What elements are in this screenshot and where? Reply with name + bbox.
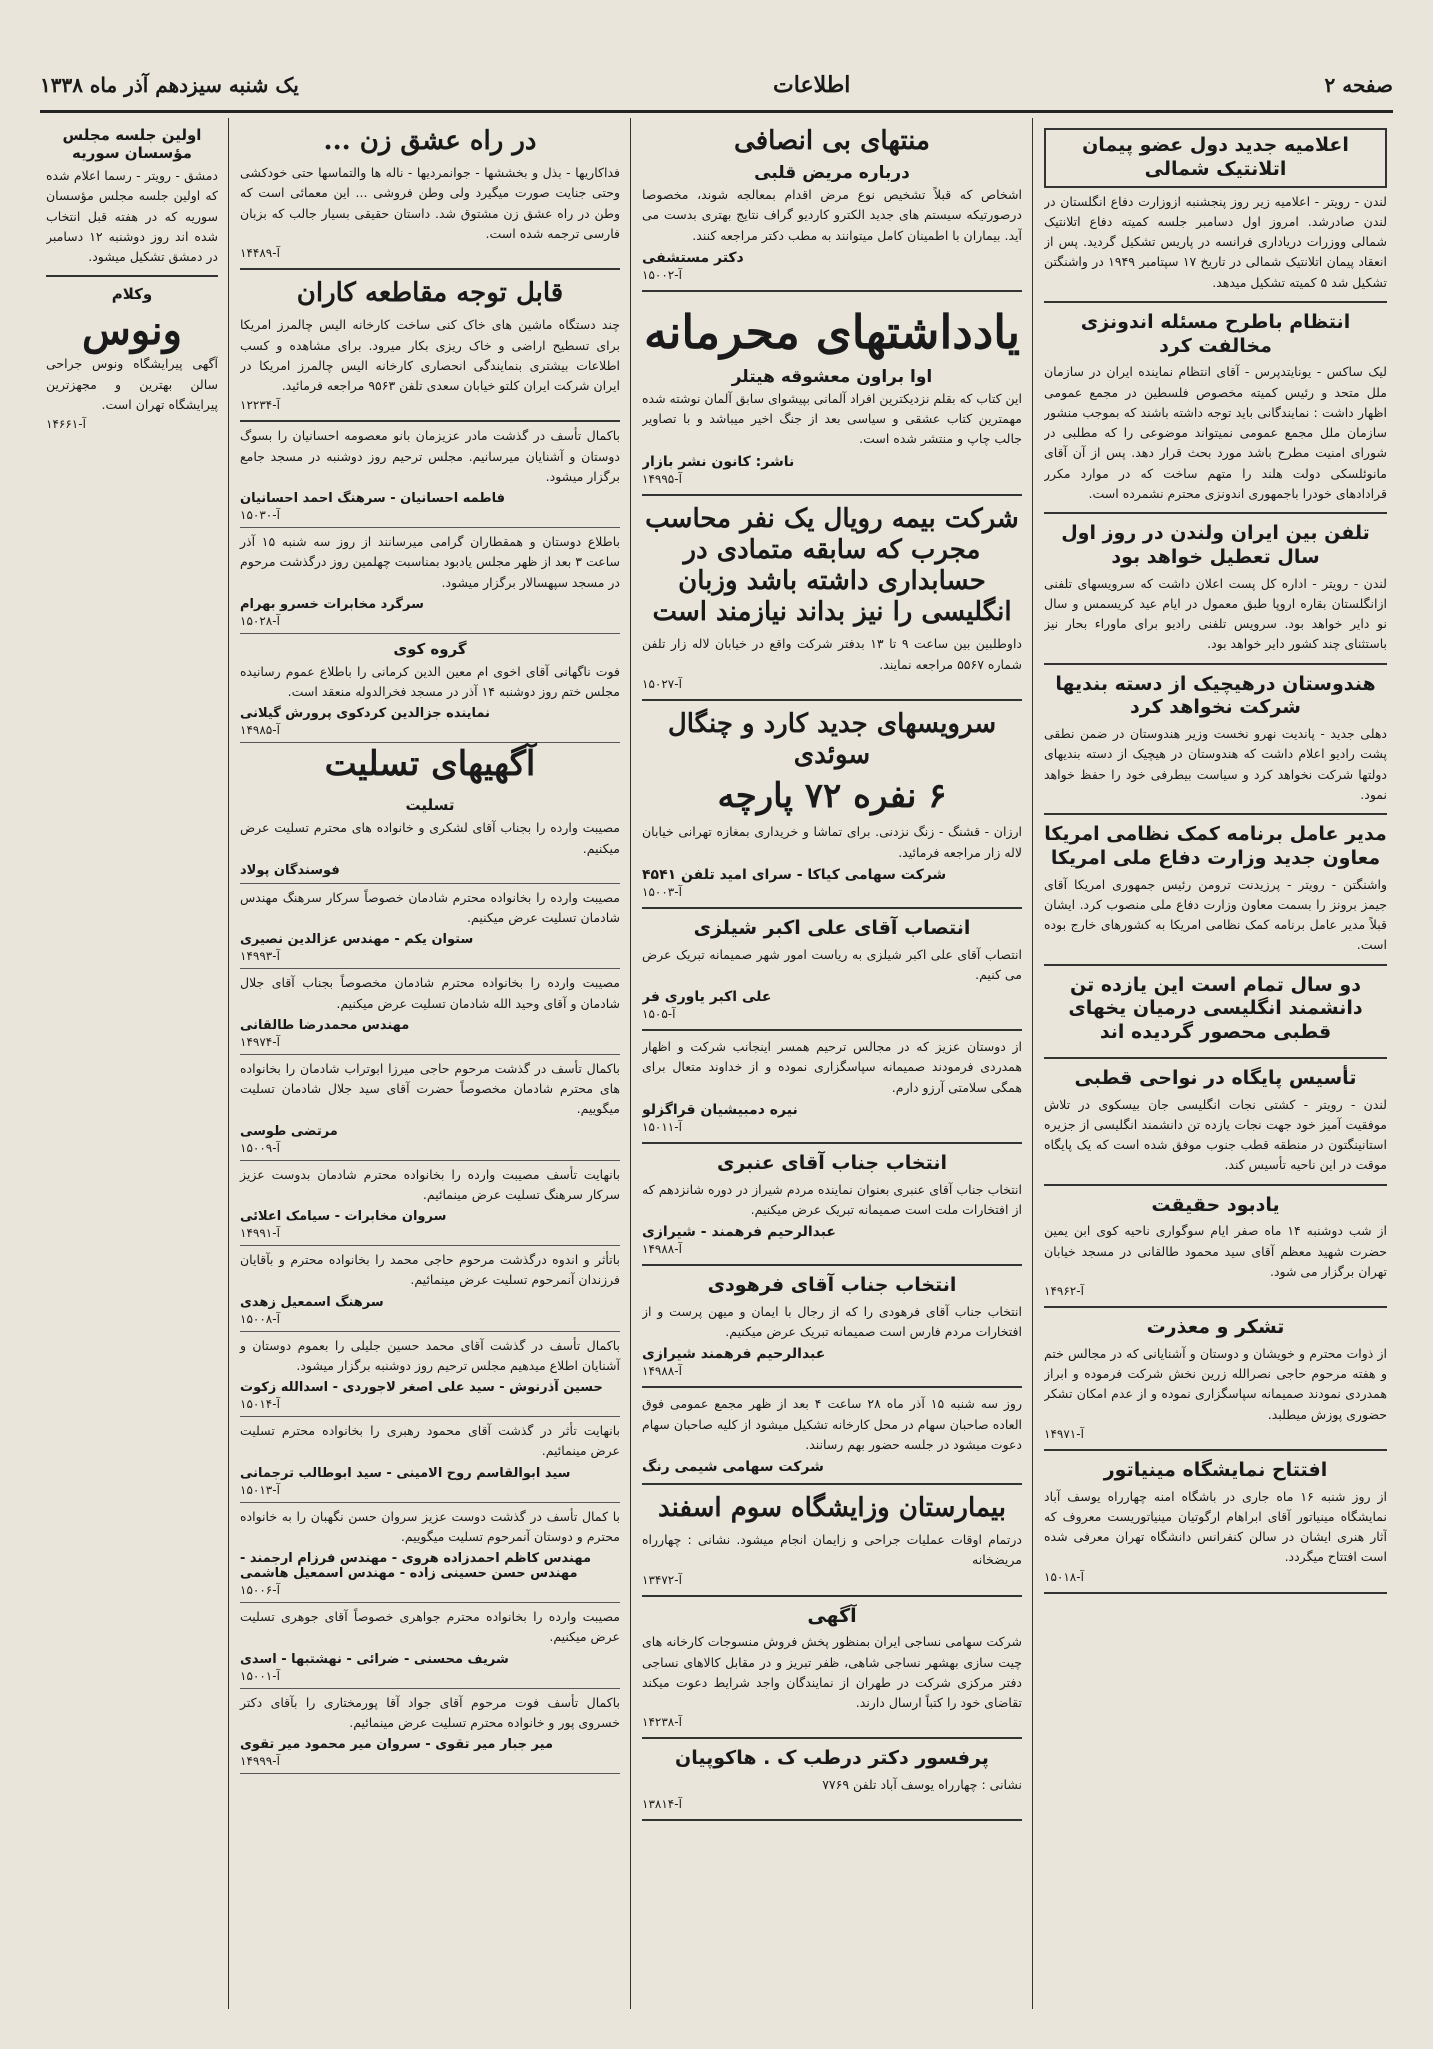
ad-headline: سرویسهای جدید کارد و چنگال سوئدی (667, 708, 997, 771)
notice-signature: مهندس محمدرضا طالقانی (240, 1017, 410, 1033)
ad-code: آ-۱۴۹۸۸ (642, 1242, 682, 1257)
notice-body: مصیبت وارده را بخانواده محترم جواهری خصوصاً آقای جوهری تسلیت عرض میکنیم. (240, 1609, 620, 1645)
advertisement (642, 1739, 1022, 1821)
condolence-notice (240, 1246, 620, 1332)
ad-headline: یادداشتهای محرمانه (643, 304, 1021, 359)
advertisement (642, 1485, 1022, 1597)
notice-signature: ستوان یکم - مهندس عزالدین نصیری (240, 932, 474, 948)
notice-signature: فوسندگان پولاد (240, 862, 340, 878)
article-headline: هندوستان درهیچیک از دسته بندیها شرکت نخواهد کرد (1055, 672, 1376, 719)
advertisement (642, 909, 1022, 1031)
ad-code: آ-۱۵۰۳۰ (240, 508, 280, 523)
notice-headline: تسلیت (405, 796, 455, 815)
condolence-notice (240, 634, 620, 744)
condolence-notice (240, 528, 620, 634)
notice-body: باکمال تأسف در گذشت آقای محمد حسین جلیلی را بعموم دوستان و آشنایان اطلاع میدهیم مجلس ترحیم روز دوشنبه برگزار میشود. (240, 1337, 620, 1373)
article-body: از ذوات محترم و خویشان و دوستان و آشنایانی که در مجالس ختم و هفته مرحوم حاجی نصرالله زرین نخش شرکت فرموده و ابراز همدردی نمودند صمیمانه سپاسگزاری نموده و از عدم امکان تشکر حضوری پوزش میطلبد. (1044, 1345, 1387, 1422)
notice-signature: سروان مخابرات - سیامک اعلائی (240, 1209, 447, 1225)
ad-code: آ-۱۴۲۳۸ (642, 1715, 682, 1730)
notice-body: باطلاع دوستان و همقطاران گرامی میرسانند از روز سه شنبه ۱۵ آذر ساعت ۳ بعد از ظهر مجلس یادبود بمناسبت چهلمین روز درگذشت مرحوم در مسجد سپهسالار برگزار میشود. (240, 534, 620, 590)
condolence-notice (240, 422, 620, 528)
ad-signature: عبدالرحیم فرهمند شیرازی (642, 1346, 826, 1363)
notice-signature: میر جبار میر تقوی - سروان میر محمود میر تقوی (240, 1737, 554, 1753)
classified-ad (240, 270, 620, 422)
ad-subtitle: ۶ نفره ۷۲ پارچه (717, 776, 947, 817)
notice-body: مصیبت وارده را بجناب آقای لشکری و خانواده های محترم تسلیت عرض میکنیم. (240, 820, 620, 856)
ad-body: اشخاص که قبلاً تشخیص نوع مرض اقدام بمعالجه شوند، مخصوصا درصورتیکه سیستم های جدید الکترو کاردیو گراف نتایج بهتری بدست می آید. بیماران با اطمینان کامل میتوانند به مطب دکتر مراجعه کنند. (642, 187, 1022, 243)
classified-ad (240, 118, 620, 270)
advertisement (642, 1266, 1022, 1388)
advertisement (642, 118, 1022, 292)
condolence-notice (240, 884, 620, 970)
ad-headline: انتصاب آقای علی اکبر شیلزی (693, 916, 971, 939)
article-body: دهلی جدید - پاندیت نهرو نخست وزیر هندوستان در ضمن نطقی پشت رادیو اعلام داشت که هندوستان در هیچیک از دسته بندیهای دولتها شرکت نخواهد کرد و سیاست بیطرفی خود را حفظ خواهد نمود. (1044, 726, 1387, 802)
article-body: واشنگتن - رویتر - پرزیدنت ترومن رئیس جمهوری امریکا آقای جیمز برونز را بسمت معاون وزارت دفاع ملی منصوب کرد. ایشان قبلاً مدیر عامل برنامه کمک نظامی امریکا به کشورهای خارج بوده است. (1044, 876, 1387, 953)
ad-code: آ-۱۵۰۱۴ (240, 1397, 280, 1412)
notice-body: باکمال تأسف فوت مرحوم آقای جواد آقا پورمختاری را بآقای دکتر خسروی پور و خانواده محترم تسلیت عرض مینمائیم. (240, 1694, 620, 1730)
ad-code: آ-۱۵۰۰۶ (240, 1583, 280, 1598)
ad-headline: بیمارستان وزایشگاه سوم اسفند (657, 1493, 1007, 1524)
condolence-notice (240, 790, 620, 884)
ad-code: آ-۱۵۰۵ (642, 1007, 676, 1022)
news-column (1038, 118, 1393, 2009)
ad-code: آ-۱۴۹۹۵ (642, 471, 682, 486)
ad-subtitle: اوا براون معشوقه هیتلر (731, 366, 933, 387)
column-divider (228, 118, 229, 2009)
ad-code: آ-۱۴۹۷۴ (240, 1034, 280, 1049)
ad-body: نشانی : چهارراه یوسف آباد تلفن ۷۷۶۹ (822, 1777, 1022, 1793)
condolence-notice (240, 1055, 620, 1161)
article-body: لندن - رویتر - اعلامیه زیر روز پنجشنبه ازوزارت دفاع انگلستان در لندن صادرشد. امروز اول دسامبر جلسه کمیته دفاع اتلانتیک شمالی ووزرات دریاداری فرانسه در پاریس تشکیل گردید. پس از انعقاد پیمان اتلانتیک شمالی در تاریخ ۱۷ سپتامبر ۱۹۴۹ در واشنگتن تشکیل شد ۵ کمیته تشکیل میدهد. (1044, 193, 1387, 290)
article-headline: اعلامیه جدید دول عضو پیمان اتلانتیک شمالی (1044, 128, 1387, 188)
condolence-section-heading: آگهیهای تسلیت (324, 744, 536, 785)
notice-signature: حسین آذرنوش - سید علی اصغر لاجوردی - اسدالله زکوت (240, 1380, 603, 1396)
notice-signature: نماینده جزالدین کردکوی پرورش گیلانی (240, 706, 491, 722)
ad-body: انتخاب جناب آقای فرهودی را که از رجال با ایمان و میهن پرست و از افتخارات مردم فارس است صمیمانه تبریک عرض میکنیم. (642, 1303, 1022, 1340)
side-news-article (46, 118, 218, 277)
ad-body: انتصاب آقای علی اکبر شیلزی به ریاست امور شهر صمیمانه تبریک عرض می کنیم. (642, 946, 1022, 982)
ad-code: آ-۱۴۹۹۳ (240, 949, 280, 964)
advertisement (642, 1597, 1022, 1740)
notice-body: فوت ناگهانی آقای اخوی ام معین الدین کرمانی را باطلاع عموم رسانیده مجلس ختم روز دوشنبه ۱۴ آذر در مسجد فخرالدوله منعقد است. (240, 663, 620, 700)
ad-signature: شرکت سهامی کیاکا - سرای امید تلفن ۴۵۴۱ (642, 866, 947, 883)
notice-body: بانهایت تأسف مصیبت وارده را بخانواده محترم شادمان بدوست عزیز سرکار سرهنگ تسلیت عرض مینمائیم. (240, 1166, 620, 1202)
ad-code: آ-۱۵۰۲۷ (642, 676, 682, 691)
article-headline: تلفن بین ایران ولندن در روز اول سال تعطیل خواهد بود (1061, 522, 1370, 568)
notice-signature: سید ابوالقاسم روح الامینی - سید ابوطالب ترجمانی (240, 1465, 571, 1481)
article-body: لندن - رویتر - کشتی نجات انگلیسی جان بیسکوی در تلاش موفقیت آمیز خود جهت نجات یازده تن دانشمند انگلیسی از جزیره استانینگتون در منطقه قطب جنوب موفق شده است که یک پایگاه موقت در این ناحیه تأسیس کند. (1044, 1096, 1387, 1173)
notice-body: بانهایت تأثر در گذشت آقای محمود رهبری را بخانواده محترم تسلیت عرض مینمائیم. (240, 1423, 620, 1459)
notice-body: باکمال تأسف در گذشت مادر عزیزمان بانو معصومه احسانیان را بسوگ دوستان و آشنایان میرسانیم. مجلس ترحیم روز دوشنبه در مسجد جامع برگزار میشود. (240, 428, 620, 484)
ad-body: از دوستان عزیز که در مجالس ترحیم همسر اینجانب شرکت و اظهار همدردی فرمودند صمیمانه سپاسگزاری نموده و از خداوند متعال برای همگی سلامتی آرزو دارم. (642, 1039, 1022, 1095)
page-label: صفحه ۲ (1324, 73, 1393, 97)
ad-body: این کتاب که بقلم نزدیکترین افراد آلمانی بپیشوای سابق آلمان نوشته شده مهمترین کتاب عشقی و سیاسی بعد از جنگ اخیر میباشد و با تصاویر جالب چاپ و منتشر شده است. (642, 390, 1022, 447)
ad-signature: علی اکبر یاوری فر (642, 989, 772, 1006)
ad-code: آ-۱۵۰۱۸ (1044, 1569, 1084, 1584)
news-article (1044, 514, 1387, 665)
ad-label: وکلام (111, 285, 153, 304)
advertisement (642, 1031, 1022, 1144)
ad-code: آ-۱۴۶۶۱ (46, 417, 86, 431)
notice-signature: شریف محسنی - ضرائی - نهشتبها - اسدی (240, 1651, 509, 1667)
ad-headline: منتهای بی انصافی (734, 126, 930, 156)
advertisement (642, 292, 1022, 496)
article-body: از روز شنبه ۱۶ ماه جاری در باشگاه امنه چهارراه یوسف آباد نمایشگاه مینیاتور آقای ابراهام ارگوتیان مینیاتوریست معروف که آثار هنری ایشان در سالن کنفرانس دانشگاه تهران معرفی شده است افتتاح میگردد. (1044, 1488, 1387, 1565)
notice-body: فداکاریها - بذل و بخششها - جوانمردیها - ناله ها والتماسها حتی خودکشی وحتی جنایت صورت میگیرد ولی وطن فروشی ... این معمائی است که وطن در راه عشق زن مشتوق شد. داستان حقیقی بسیار جالب که بزبان فارسی ترجمه شده است. (240, 165, 620, 241)
ad-code: آ-۱۵۰۰۳ (642, 884, 682, 899)
condolence-notice (240, 1332, 620, 1418)
issue-date: یک شنبه سیزدهم آذر ماه ۱۳۳۸ (40, 73, 299, 97)
notice-body: چند دستگاه ماشین های خاک کنی ساخت کارخانه الیس چالمرز امریکا برای تسطیح اراضی و خاک ریزی بکار میرود. برای مشاهده و کسب اطلاعات بیشتری بنمایندگی انحصاری کارخانه الیس چالمرز امریکا در ایران شرکت ایران کلتو خیابان سعدی تلفن ۹۵۶۳ مراجعه فرمائید. (240, 317, 620, 394)
article-headline: انتظام باطرح مسئله اندونزی مخالفت کرد (1080, 310, 1351, 357)
ad-headline: شرکت بیمه رویال یک نفر محاسب مجرب که سابقه متمادی در حسابداری داشته باشد وزبان انگلیسی را نیز بداند نیازمند است (645, 503, 1019, 628)
ad-code: آ-۱۴۹۷۱ (1044, 1426, 1084, 1441)
ad-body: انتخاب جناب آقای عنبری بعنوان نماینده مردم شیراز در دوره شانزدهم که از افتخارات ملت است صمیمانه تبریک عرض میکنیم. (642, 1181, 1022, 1217)
side-column (40, 118, 224, 2009)
article-headline: افتتاح نمایشگاه مینیاتور (1103, 1458, 1328, 1481)
notice-body: با کمال تأسف در گذشت دوست عزیز سروان حسن نگهبان را به خانواده محترم و دوستان آنمرحوم تسلیت میگوییم. (240, 1508, 620, 1544)
ad-code: آ-۱۵۰۰۱ (240, 1668, 280, 1683)
ad-signature: دکتر مستشفی (642, 249, 744, 266)
ad-code: آ-۱۵۰۰۲ (642, 267, 682, 282)
ad-signature: عبدالرحیم فرهمند - شیرازی (642, 1224, 836, 1241)
ad-code: آ-۱۴۹۹۱ (240, 1226, 280, 1241)
advertisement (642, 496, 1022, 701)
ad-code: آ-۱۳۸۱۴ (642, 1797, 682, 1812)
paper-name: اطلاعات (773, 72, 851, 98)
ad-code: آ-۱۴۹۸۵ (240, 723, 280, 738)
article-body: دمشق - رویتر - رسما اعلام شده که اولین جلسه مجلس مؤسسان سوریه که در هفته قبل انتخاب شده اند روز دوشنبه ۱۲ دسامبر در دمشق تشکیل میشود. (46, 168, 218, 264)
article-headline: دو سال تمام است این یازده تن دانشمند انگلیسی درمیان یخهای قطبی محصور گردیده اند (1068, 973, 1363, 1043)
notice-body: مصیبت وارده را بخانواده محترم شادمان خصوصاً سرکار سرهنگ مهندس شادمان تسلیت عرض میکنیم. (240, 889, 620, 926)
ad-subtitle: درباره مریض قلبی (754, 163, 910, 184)
column-divider (630, 118, 631, 2009)
ad-signature: ناشر: کانون نشر بازار (642, 453, 795, 470)
ad-headline: انتخاب جناب آقای فرهودی (707, 1274, 957, 1297)
notice-signature: سرهنگ اسمعیل زهدی (240, 1294, 384, 1310)
news-article (1044, 1308, 1387, 1451)
advertisement (642, 1388, 1022, 1485)
article-headline: اولین جلسه مجلس مؤسسان سوریه (62, 126, 202, 162)
article-headline: تأسیس پایگاه در نواحی قطبی (1074, 1066, 1357, 1089)
news-article (1044, 303, 1387, 514)
notice-body: باتأثر و اندوه درگذشت مرحوم حاجی محمد را بخانواده محترم و بآقایان فرزندان آنمرحوم تسلیت عرض مینمائیم. (240, 1252, 620, 1288)
ad-signature: شرکت سهامی شیمی رنگ (642, 1459, 824, 1476)
article-headline: مدیر عامل برنامه کمک نظامی امریکا معاون جدید وزارت دفاع ملی امریکا (1044, 823, 1387, 869)
condolence-notice (240, 1161, 620, 1247)
advertisement (642, 1144, 1022, 1266)
notice-signature: فاطمه احسانیان - سرهنگ احمد احسانیان (240, 491, 506, 507)
page-header (40, 60, 1393, 113)
notice-headline: در راه عشق زن ... (323, 126, 537, 156)
ad-code: آ-۱۴۹۹۹ (240, 1754, 280, 1769)
ads-column (636, 118, 1028, 2009)
ad-code: آ-۱۴۴۸۹ (240, 246, 280, 261)
ad-code: آ-۱۵۰۲۸ (240, 613, 280, 628)
ad-code: آ-۱۵۰۱۳ (240, 1482, 280, 1497)
classifieds-column (234, 118, 626, 2009)
ad-body: آگهی پیرایشگاه ونوس جراحی سالن بهترین و مجهزترین پیرایشگاه تهران است. (46, 356, 218, 412)
venus-ad (46, 277, 218, 439)
ad-body: داوطلبین بین ساعت ۹ تا ۱۳ بدفتر شرکت واقع در خیابان لاله زار تلفن شماره ۵۵۶۷ مراجعه نمایند. (642, 636, 1022, 672)
news-article (1044, 118, 1387, 303)
ad-code: آ-۱۵۰۰۹ (240, 1140, 280, 1155)
ad-code: آ-۱۴۹۸۸ (642, 1364, 682, 1379)
article-headline: یادبود حقیقت (1151, 1193, 1280, 1216)
news-article (1044, 1186, 1387, 1309)
article-body: لیک ساکس - یونایتدپرس - آقای انتظام نماینده ایران در سازمان ملل متحد و رئیس کمیته مخصوص فلسطین در مجمع عمومی اظهار داشت : نمایندگانی باید توجه داشته باشند که بموجب منشور سازمان ملل مجمع عمومی نمیتواند موضوعی را که مطلبی در شورای امنیت مطرح باشد مورد بحث قرار دهد. پس از آن آقای مانوئلسکی دولت هلند را متهم ساخت که در موارد مکرر قرادادهای خودرا باجمهوری اندونزی محترم نشمرده است. (1044, 364, 1387, 501)
ad-code: آ-۱۳۴۷۲ (642, 1572, 682, 1587)
ad-headline: آگهی (807, 1604, 857, 1627)
news-article (1044, 1451, 1387, 1594)
article-headline: تشکر و معذرت (1146, 1316, 1285, 1338)
condolence-notice (240, 969, 620, 1055)
ad-signature: نیره دمبیشیان قراگزلو (642, 1101, 798, 1118)
ad-body: روز سه شنبه ۱۵ آذر ماه ۲۸ ساعت ۴ بعد از ظهر مجمع عمومی فوق العاده صاحبان سهام در محل کارخانه تشکیل میشود از کلیه صاحبان سهام دعوت میشود در جلسه حضور بهم رسانند. (642, 1396, 1022, 1452)
notice-headline: گروه کوی (393, 639, 467, 658)
notice-signature: سرگرد مخابرات خسرو بهرام (240, 596, 424, 612)
notice-headline: قابل توجه مقاطعه کاران (296, 278, 564, 309)
news-article (1044, 1059, 1387, 1186)
column-divider (1032, 118, 1033, 2009)
condolence-notice (240, 1603, 620, 1689)
ad-headline: پرفسور دکتر درطب ک . هاکوپیان (675, 1747, 989, 1770)
condolence-notice (240, 1417, 620, 1503)
ad-code: آ-۱۵۰۱۱ (642, 1119, 682, 1134)
ad-code: آ-۱۵۰۰۸ (240, 1311, 280, 1326)
advertisement (642, 701, 1022, 909)
ad-headline: انتخاب جناب آقای عنبری (716, 1151, 948, 1174)
ad-code: آ-۱۴۹۶۲ (1044, 1284, 1084, 1298)
news-article (1044, 966, 1387, 1059)
notice-body: باکمال تأسف در گذشت مرحوم حاجی میرزا ابوتراب شادمان را بخانواده های محترم شادمان مخصوصاً حضرت آقای سید جلال شادمان تسلیت میگوییم. (240, 1060, 620, 1117)
article-body: لندن - رویتر - اداره کل پست اعلان داشت که سرویسهای تلفنی ازانگلستان بقاره اروپا طبق معمول در ایام عید کریسمس و سال نو دایر خواهد بود. سرویس تلفنی رادیو برای ماوراء بحار نیز باستثنای چند کشور دایر خواهد بود. (1044, 575, 1387, 652)
ad-title: ونوس (82, 307, 182, 355)
condolence-notice (240, 1689, 620, 1775)
notice-signature: مرتضی طوسی (240, 1123, 338, 1139)
notice-signature: مهندس کاظم احمدزاده هروی - مهندس فرزام ارجمند - مهندس حسن حسینی زاده - مهندس اسمعیل هاشمی (240, 1551, 591, 1582)
news-article (1044, 815, 1387, 966)
ad-code: آ-۱۲۲۳۴ (240, 398, 280, 413)
article-body: از شب دوشنبه ۱۴ ماه صفر ایام سوگواری ناحیه کوی ابن یمین حضرت شهید معظم آقای سید محمود طالقانی در مسجد خیابان تهران برگزار می شود. (1044, 1223, 1387, 1279)
ad-body: شرکت سهامی نساجی ایران بمنظور پخش فروش منسوجات کارخانه های چیت سازی بهشهر نساجی شاهی، ظفر تبریز و در مقابل کالاهای نساجی دفتر مرکزی شرکت در طهران از نمایندگان واجد شرایط دعوت میکند تقاضای خود را کتباً ارسال دارند. (642, 1634, 1022, 1711)
notice-body: مصیبت وارده را بخانواده محترم شادمان مخصوصاً بجناب آقای جلال شادمان و آقای وحید الله شادمان تسلیت عرض میکنیم. (240, 975, 620, 1011)
condolence-notice (240, 1503, 620, 1604)
ad-body: ارزان - قشنگ - زنگ نزدنی. برای تماشا و خریداری بمغازه تهرانی خیابان لاله زار مراجعه فرمائید. (642, 824, 1022, 860)
news-article (1044, 665, 1387, 816)
ad-body: درتمام اوقات عملیات جراحی و زایمان انجام میشود. نشانی : چهارراه مریضخانه (642, 1532, 1022, 1568)
